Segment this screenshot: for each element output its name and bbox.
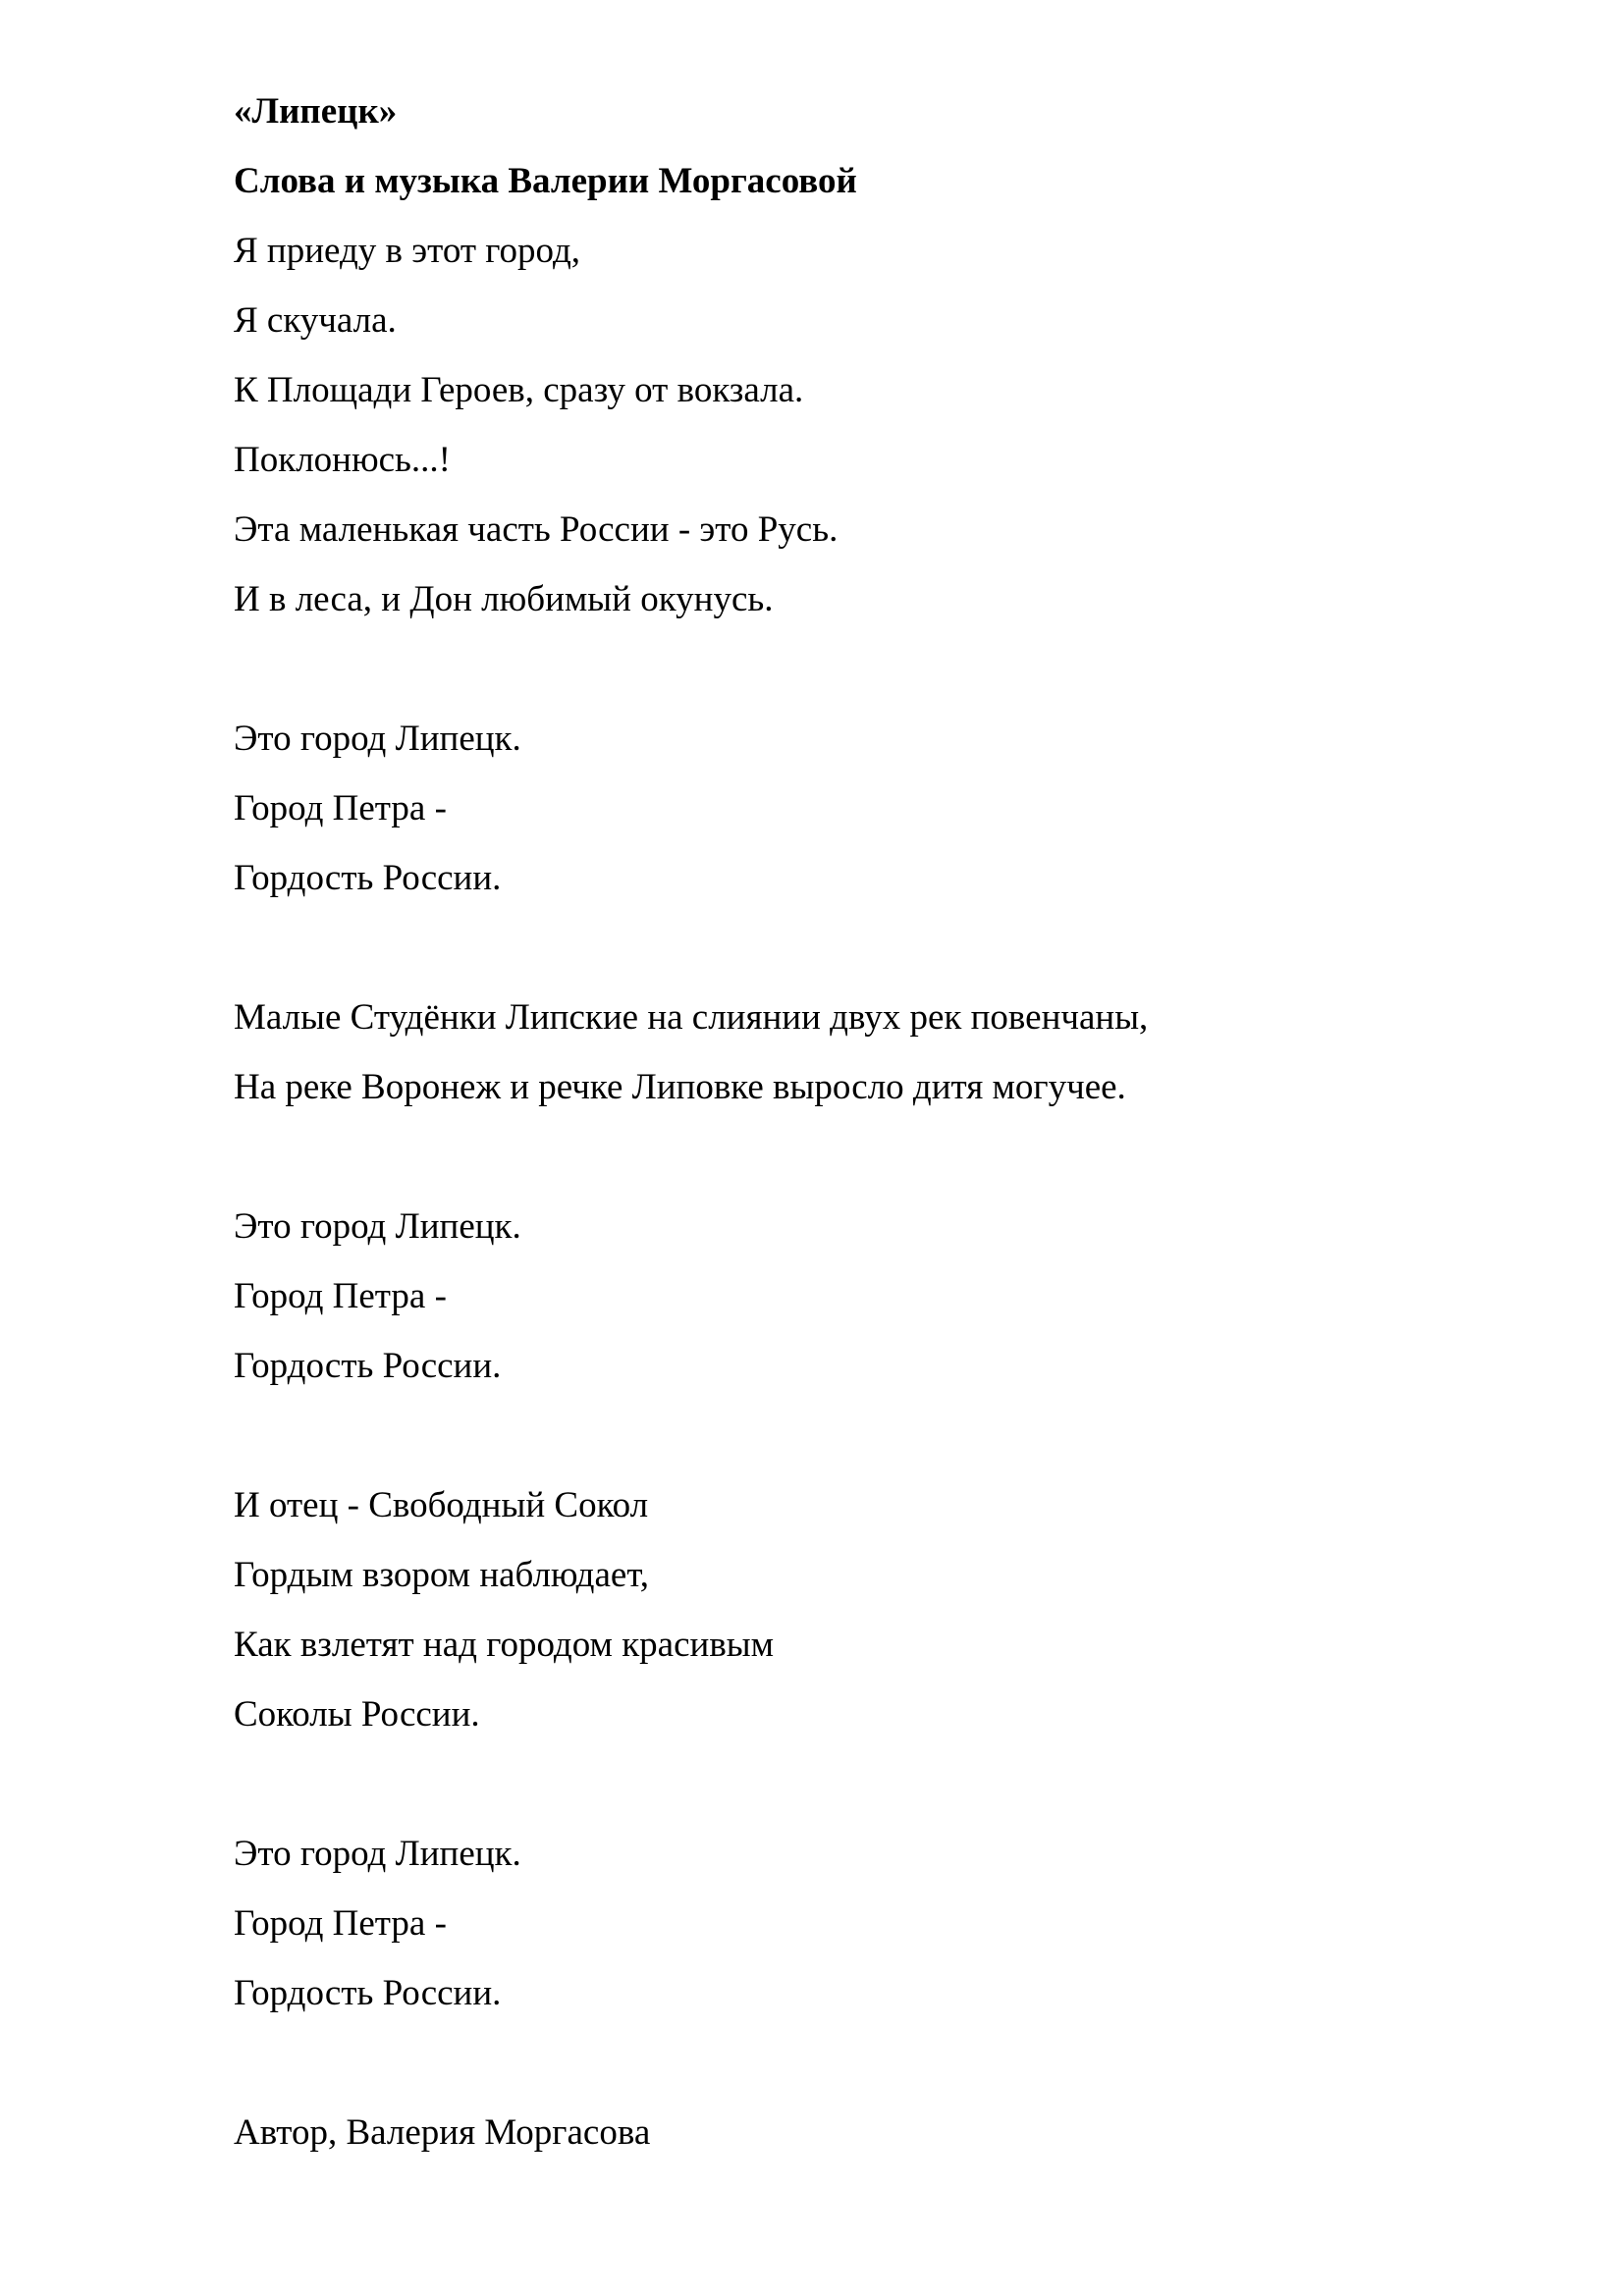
lyric-line: Гордость России. — [234, 1973, 502, 2013]
verse-3 — [234, 1470, 1510, 1749]
lyric-line: Город Петра - — [234, 788, 447, 828]
lyric-line: Как взлетят над городом красивым — [234, 1625, 775, 1665]
stanza-gap — [234, 1122, 1510, 1192]
stanza-gap — [234, 1401, 1510, 1470]
lyric-line: Это город Липецк. — [234, 1206, 521, 1247]
lyric-line: И в леса, и Дон любимый окунусь. — [234, 579, 774, 619]
lyric-line: Соколы России. — [234, 1694, 480, 1735]
lyric-line: Эта маленькая часть России - это Русь. — [234, 509, 839, 550]
lyric-line: И отец - Свободный Сокол — [234, 1485, 649, 1525]
verse-1 — [234, 216, 1510, 634]
lyrics-text — [234, 77, 1510, 2167]
stanza-gap — [234, 634, 1510, 704]
lyric-line: Это город Липецк. — [234, 1834, 521, 1874]
lyric-line: Гордость России. — [234, 1346, 502, 1386]
lyric-line: Малые Студёнки Липские на слиянии двух рек повенчаны, — [234, 997, 1149, 1038]
stanza-gap — [234, 913, 1510, 983]
lyric-line: Это город Липецк. — [234, 719, 521, 759]
song-credits: Слова и музыка Валерии Моргасовой — [234, 161, 857, 201]
author-signature: Автор, Валерия Моргасова — [234, 2112, 651, 2153]
chorus-2 — [234, 1192, 1510, 1401]
chorus-1 — [234, 704, 1510, 913]
song-title: «Липецк» — [234, 91, 398, 132]
lyric-line: Я скучала. — [234, 300, 397, 341]
stanza-gap — [234, 1749, 1510, 1819]
lyric-line: К Площади Героев, сразу от вокзала. — [234, 370, 804, 410]
lyric-line: Поклонюсь...! — [234, 440, 451, 480]
verse-2 — [234, 983, 1510, 1122]
lyric-line: Город Петра - — [234, 1276, 447, 1316]
chorus-3 — [234, 1819, 1510, 2028]
lyric-line: Я приеду в этот город, — [234, 231, 581, 271]
lyric-line: На реке Воронеж и речке Липовке выросло дитя могучее. — [234, 1067, 1126, 1107]
lyric-line: Гордость России. — [234, 858, 502, 898]
stanza-gap — [234, 2028, 1510, 2098]
lyric-line: Гордым взором наблюдает, — [234, 1555, 649, 1595]
lyric-line: Город Петра - — [234, 1903, 447, 1944]
